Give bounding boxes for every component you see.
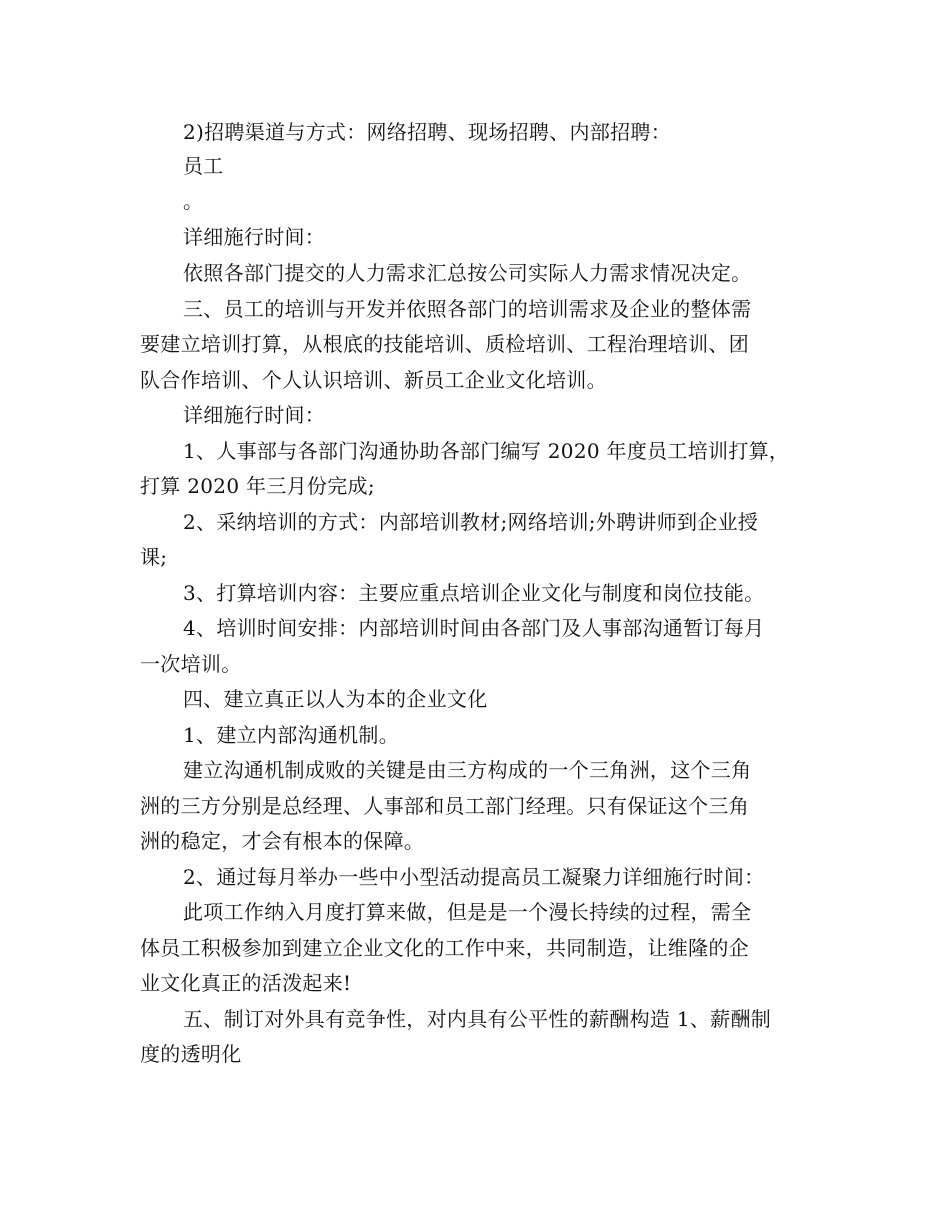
- text-line: 详细施行时间：: [183, 403, 326, 427]
- text-line: 1、人事部与各部门沟通协助各部门编写 2020 年度员工培训打算，: [183, 439, 790, 463]
- text-line: 五、制订对外具有竞争性，对内具有公平性的薪酬构造 1、薪酬制: [183, 1007, 772, 1031]
- text-line: 四、建立真正以人为本的企业文化: [183, 687, 488, 711]
- text-line: 2)招聘渠道与方式：网络招聘、现场招聘、内部招聘：: [183, 120, 672, 144]
- text-line: 详细施行时间：: [183, 225, 326, 249]
- text-line: 一次培训。: [140, 652, 242, 676]
- text-line: 度的透明化: [140, 1042, 242, 1066]
- text-line: 3、打算培训内容：主要应重点培训企业文化与制度和岗位技能。: [183, 581, 765, 605]
- text-line: 1、建立内部沟通机制。: [183, 723, 400, 747]
- text-line: 员工: [183, 154, 224, 178]
- text-line: 。: [183, 189, 204, 213]
- text-line: 依照各部门提交的人力需求汇总按公司实际人力需求情况决定。: [183, 261, 752, 285]
- text-line: 三、员工的培训与开发并依照各部门的培训需求及企业的整体需: [183, 297, 752, 321]
- text-line: 队合作培训、个人认识培训、新员工企业文化培训。: [140, 368, 607, 392]
- text-line: 洲的三方分别是总经理、人事部和员工部门经理。只有保证这个三角: [140, 794, 749, 818]
- text-line: 业文化真正的活泼起来!: [140, 971, 352, 995]
- text-line: 体员工积极参加到建立企业文化的工作中来，共同制造，让维隆的企: [140, 936, 749, 960]
- text-line: 建立沟通机制成败的关键是由三方构成的一个三角洲，这个三角: [183, 758, 752, 782]
- text-line: 洲的稳定，才会有根本的保障。: [140, 829, 425, 853]
- text-line: 要建立培训打算，从根底的技能培训、质检培训、工程治理培训、团: [140, 332, 749, 356]
- text-line: 打算 2020 年三月份完成;: [140, 474, 375, 498]
- text-line: 课;: [140, 545, 168, 569]
- text-line: 2、采纳培训的方式：内部培训教材;网络培训;外聘讲师到企业授: [183, 510, 759, 534]
- text-line: 4、培训时间安排：内部培训时间由各部门及人事部沟通暂订每月: [183, 616, 765, 640]
- text-line: 此项工作纳入月度打算来做，但是是一个漫长持续的过程，需全: [183, 900, 752, 924]
- text-line: 2、通过每月举办一些中小型活动提高员工凝聚力详细施行时间：: [183, 865, 765, 889]
